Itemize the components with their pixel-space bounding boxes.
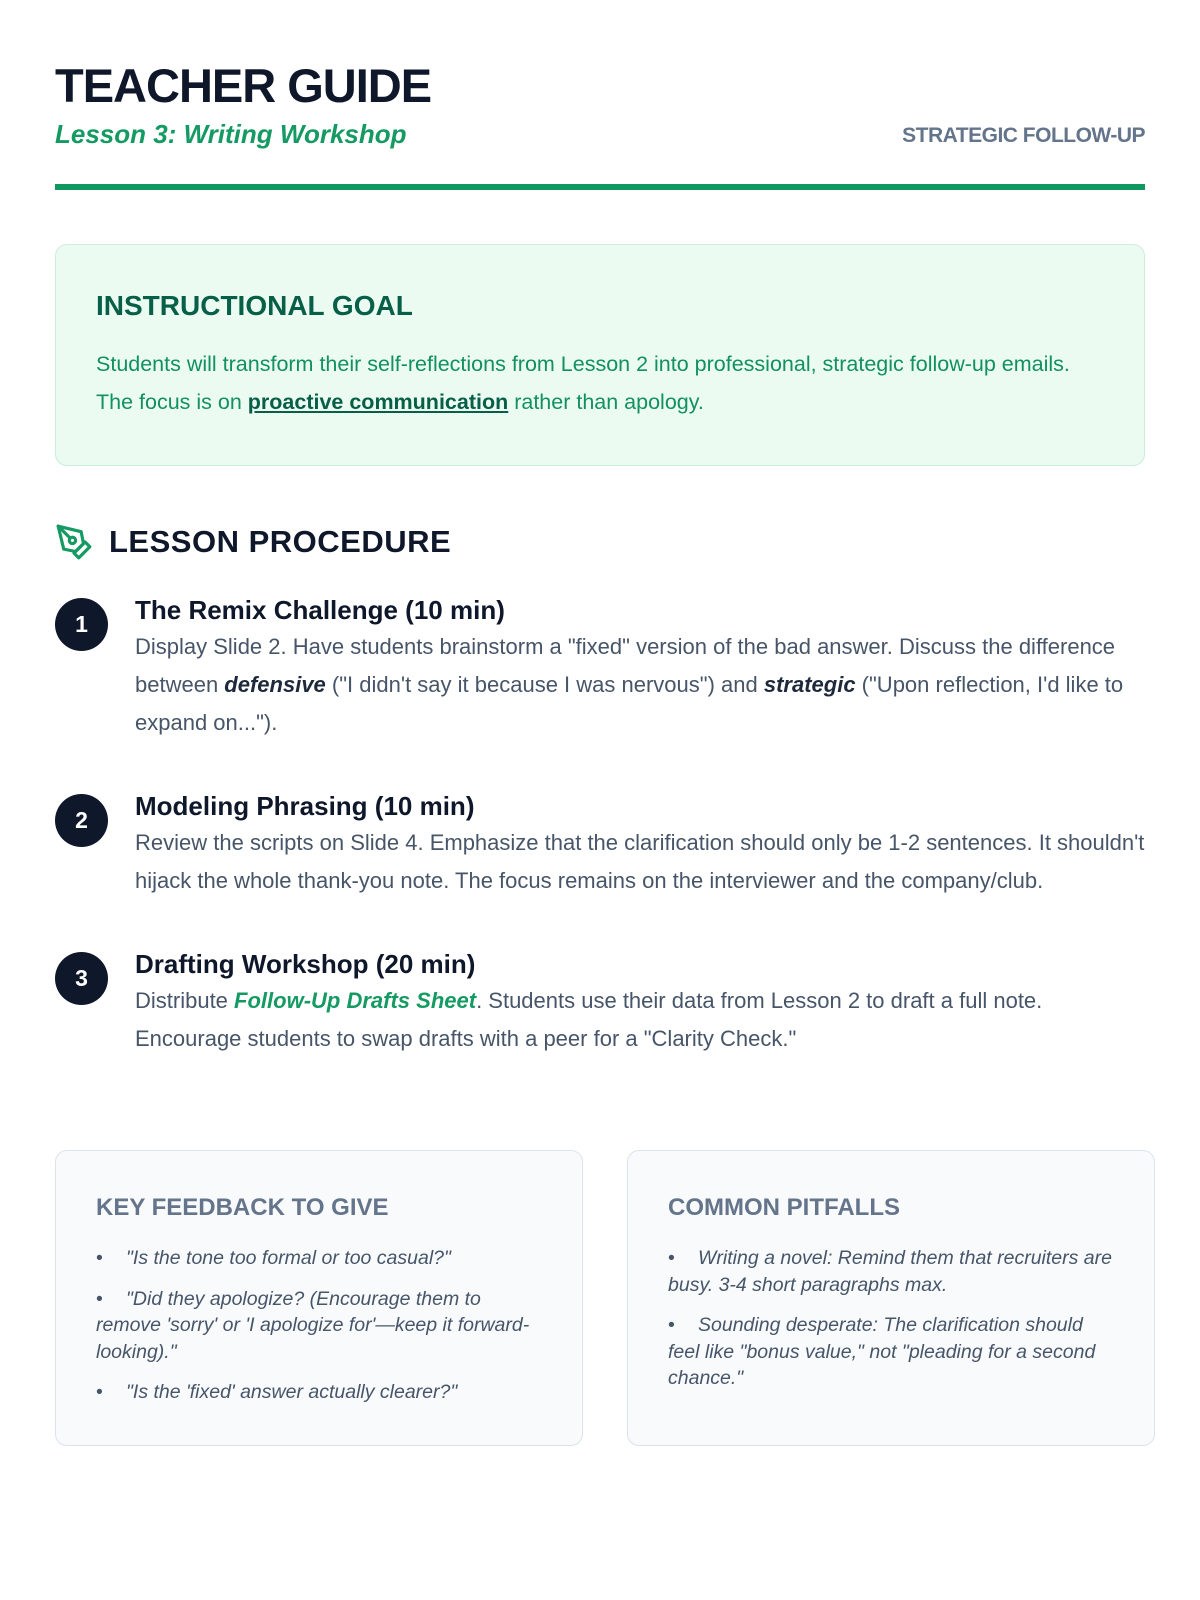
common-pitfalls-card xyxy=(627,1150,1155,1446)
list-item xyxy=(96,1286,542,1366)
step-number-badge: 1 xyxy=(55,598,108,651)
list-item-text: "Did they apologize? (Encourage them to remove 'sorry' or 'I apologize for'—keep it forward-looking)." xyxy=(96,1287,530,1363)
lesson-subtitle: Lesson 3: Writing Workshop xyxy=(55,119,407,149)
step-number-badge: 3 xyxy=(55,952,108,1005)
step-emphasis-defensive: defensive xyxy=(224,672,326,697)
step-text-part: Distribute xyxy=(135,988,235,1013)
step-description xyxy=(135,982,1145,1058)
page-title: TEACHER GUIDE xyxy=(55,59,432,112)
list-item-text: Sounding desperate: The clarification should feel like "bonus value," not "pleading for a second chance." xyxy=(668,1314,1096,1389)
drafts-sheet-reference: Follow-Up Drafts Sheet xyxy=(234,988,477,1013)
list-item-text: Writing a novel: Remind them that recruiters are busy. 3-4 short paragraphs max. xyxy=(668,1247,1112,1296)
header-topic-label: STRATEGIC FOLLOW-UP xyxy=(902,124,1145,147)
card-heading: KEY FEEDBACK TO GIVE xyxy=(96,1194,389,1221)
list-item-text: "Is the tone too formal or too casual?" xyxy=(126,1247,451,1269)
card-heading: COMMON PITFALLS xyxy=(668,1194,900,1221)
goal-text-start: Students will transform their self-reflections from Lesson 2 into professional, strategic follow-up emails. The focus is on xyxy=(96,352,1070,414)
list-item xyxy=(668,1312,1114,1392)
procedure-title: LESSON PROCEDURE xyxy=(109,524,452,559)
bullet-icon: • xyxy=(96,1287,103,1310)
step-title: Modeling Phrasing (10 min) xyxy=(135,791,475,821)
bullet-icon: • xyxy=(668,1314,675,1336)
bullet-icon: • xyxy=(96,1247,103,1269)
procedure-steps xyxy=(55,592,1145,1058)
instructional-goal-box xyxy=(55,244,1145,466)
bullet-icon: • xyxy=(96,1381,103,1403)
step-description xyxy=(135,628,1145,742)
step-text-part: ("Upon reflection, I'd like to expand on..."). xyxy=(135,672,1124,735)
step-description: Review the scripts on Slide 4. Emphasize that the clarification should only be 1-2 sentences. It shouldn't hijack the whole thank-you note. The focus remains on the interviewer and the company/club. xyxy=(135,830,1145,893)
step-number-badge: 2 xyxy=(55,794,108,847)
pen-nib-icon xyxy=(55,523,93,561)
step-title: The Remix Challenge (10 min) xyxy=(135,595,505,625)
list-item-text: "Is the 'fixed' answer actually clearer?" xyxy=(126,1381,458,1403)
procedure-header xyxy=(55,522,1145,562)
procedure-step xyxy=(55,592,1145,742)
list-item xyxy=(96,1379,542,1406)
feedback-list xyxy=(96,1245,542,1406)
pitfalls-list xyxy=(668,1245,1114,1392)
step-text-part: . Students use their data from Lesson 2 to draft a full note. Encourage students to swap drafts with a peer for a "Clarity Check." xyxy=(135,988,1043,1051)
list-item xyxy=(668,1245,1114,1298)
goal-heading: INSTRUCTIONAL GOAL xyxy=(96,290,413,321)
page-header xyxy=(55,0,1145,190)
goal-text xyxy=(96,345,1104,421)
list-item xyxy=(96,1245,542,1272)
step-text-part: Display Slide 2. Have students brainstorm a "fixed" version of the bad answer. Discuss the difference between xyxy=(135,634,1116,697)
step-emphasis-strategic: strategic xyxy=(763,672,856,697)
tips-cards xyxy=(55,1150,1155,1446)
bullet-icon: • xyxy=(668,1247,675,1269)
procedure-step xyxy=(55,788,1145,900)
key-feedback-card xyxy=(55,1150,583,1446)
step-text-part: ("I didn't say it because I was nervous") and xyxy=(325,672,764,697)
goal-text-end: rather than apology. xyxy=(508,390,704,414)
step-title: Drafting Workshop (20 min) xyxy=(135,949,476,979)
goal-emphasis: proactive communication xyxy=(247,390,509,414)
procedure-step xyxy=(55,946,1145,1058)
